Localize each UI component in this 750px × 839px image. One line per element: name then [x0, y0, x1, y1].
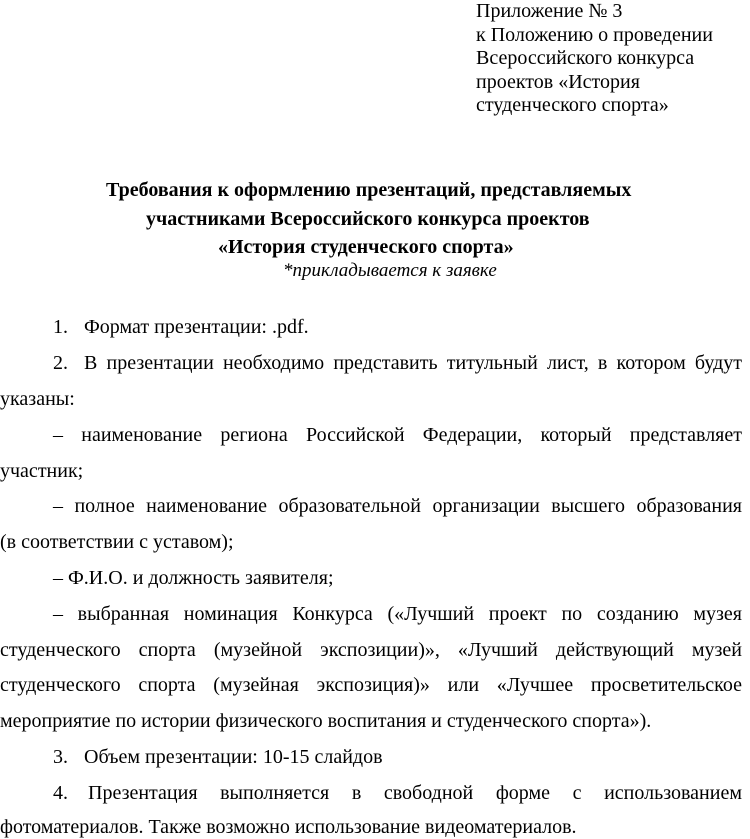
- list-item-number: 2.: [53, 352, 68, 374]
- appendix-header: [476, 0, 713, 118]
- appendix-line: Всероссийского конкурса: [476, 47, 695, 69]
- title-line: участниками Всероссийского конкурса проектов: [146, 208, 590, 230]
- list-item-text: В презентации необходимо представить титульный лист, в котором будут: [84, 352, 742, 374]
- appendix-line: студенческого спорта»: [476, 94, 669, 116]
- bullet-item: – выбранная номинация Конкурса («Лучший проект по созданию музея: [53, 603, 742, 625]
- bullet-item-continuation: участник;: [0, 460, 84, 482]
- title-line: Требования к оформлению презентаций, представляемых: [106, 179, 632, 201]
- title-line: «История студенческого спорта»: [218, 236, 514, 258]
- bullet-item: – Ф.И.О. и должность заявителя;: [53, 567, 334, 589]
- list-item-number: 3.: [53, 746, 68, 768]
- bullet-item: – полное наименование образовательной организации высшего образования: [53, 495, 742, 517]
- list-item-text: Формат презентации: .pdf.: [84, 316, 309, 338]
- list-item-text: Презентация выполняется в свободной форме с использованием: [88, 782, 742, 804]
- bullet-item-continuation: (в соответствии с уставом);: [0, 531, 234, 553]
- list-item-text: Объем презентации: 10-15 слайдов: [84, 746, 383, 768]
- list-item-number: 4.: [53, 782, 68, 804]
- bullet-item-continuation: студенческого спорта (музейной экспозиции)», «Лучший действующий музей: [0, 639, 742, 661]
- appendix-line: к Положению о проведении: [476, 23, 713, 46]
- list-item-number: 1.: [53, 316, 68, 338]
- bullet-item-continuation: мероприятие по истории физического воспитания и студенческого спорта»).: [0, 710, 652, 732]
- bullet-item: – наименование региона Российской Федерации, который представляет: [53, 424, 742, 446]
- list-item-text: фотоматериалов. Также возможно использование видеоматериалов.: [0, 816, 577, 838]
- title-note: *прикладывается к заявке: [283, 260, 497, 281]
- bullet-item-continuation: студенческого спорта (музейная экспозиция)» или «Лучшее просветительское: [0, 674, 742, 696]
- list-item-text: указаны:: [0, 388, 75, 410]
- appendix-line: Приложение № 3: [476, 0, 623, 22]
- appendix-line: проектов «История: [476, 70, 640, 93]
